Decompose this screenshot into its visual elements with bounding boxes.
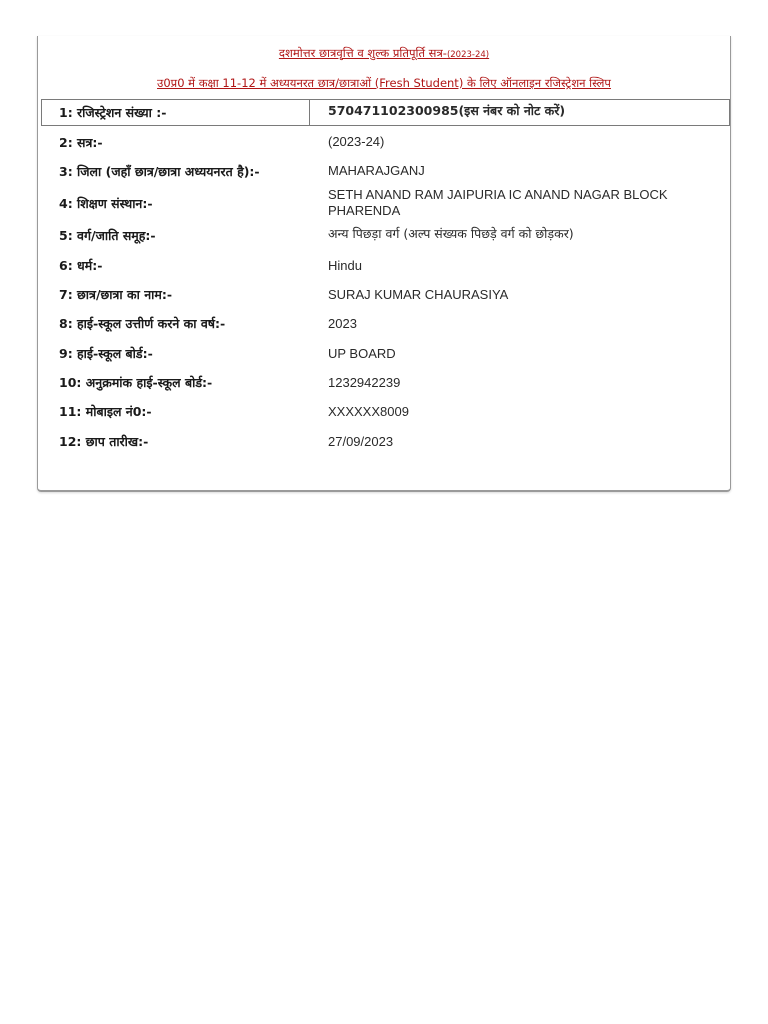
session-label: 2: सत्र:-: [59, 135, 103, 150]
slip-title-year: (2023-24): [446, 50, 490, 60]
religion-value: Hindu: [328, 258, 362, 273]
passing-year-label: 8: हाई-स्कूल उत्तीर्ण करने का वर्ष:-: [59, 316, 226, 331]
mobile-value: XXXXXX8009: [328, 404, 409, 419]
session-value: (2023-24): [328, 134, 385, 149]
slip-title-main: दशमोत्तर छात्रवृत्ति व शुल्क प्रतिपूर्ति सत्र-: [278, 46, 447, 60]
district-label: 3: जिला (जहाँ छात्र/छात्रा अध्ययनरत है):-: [59, 164, 260, 179]
print-date-value: 27/09/2023: [328, 434, 394, 449]
category-label: 5: वर्ग/जाति समूह:-: [59, 228, 156, 243]
slip-title: [38, 46, 730, 61]
passing-year-value: 2023: [328, 316, 357, 331]
institution-value: SETH ANAND RAM JAIPURIA IC ANAND NAGAR BLOCK PHARENDA: [328, 187, 668, 218]
district-value: MAHARAJGANJ: [328, 163, 425, 178]
mobile-label: 11: मोबाइल नं0:-: [59, 404, 152, 419]
print-date-label: 12: छाप तारीख:-: [59, 434, 149, 449]
student-name-value: SURAJ KUMAR CHAURASIYA: [328, 287, 509, 302]
board-label: 9: हाई-स्कूल बोर्ड:-: [59, 346, 153, 361]
roll-number-label: 10: अनुक्रमांक हाई-स्कूल बोर्ड:-: [59, 375, 213, 390]
category-value: अन्य पिछड़ा वर्ग (अल्प संख्यक पिछड़े वर्ग को छोड़कर): [328, 226, 574, 241]
cell-divider: [309, 100, 310, 125]
registration-number-value: 570471102300985(इस नंबर को नोट करें): [328, 103, 566, 118]
slip-subtitle: उ0प्र0 में कक्षा 11-12 में अध्ययनरत छात्र/छात्राओं (Fresh Student) के लिए ऑनलाइन रजिस्ट्रेशन स्लिप: [157, 76, 611, 90]
roll-number-value: 1232942239: [328, 375, 401, 390]
registration-number-label: 1: रजिस्ट्रेशन संख्या :-: [59, 105, 167, 120]
registration-slip: [37, 36, 731, 492]
board-value: UP BOARD: [328, 346, 396, 361]
student-name-label: 7: छात्र/छात्रा का नाम:-: [59, 287, 173, 302]
religion-label: 6: धर्म:-: [59, 258, 103, 273]
institution-label: 4: शिक्षण संस्थान:-: [59, 196, 153, 211]
